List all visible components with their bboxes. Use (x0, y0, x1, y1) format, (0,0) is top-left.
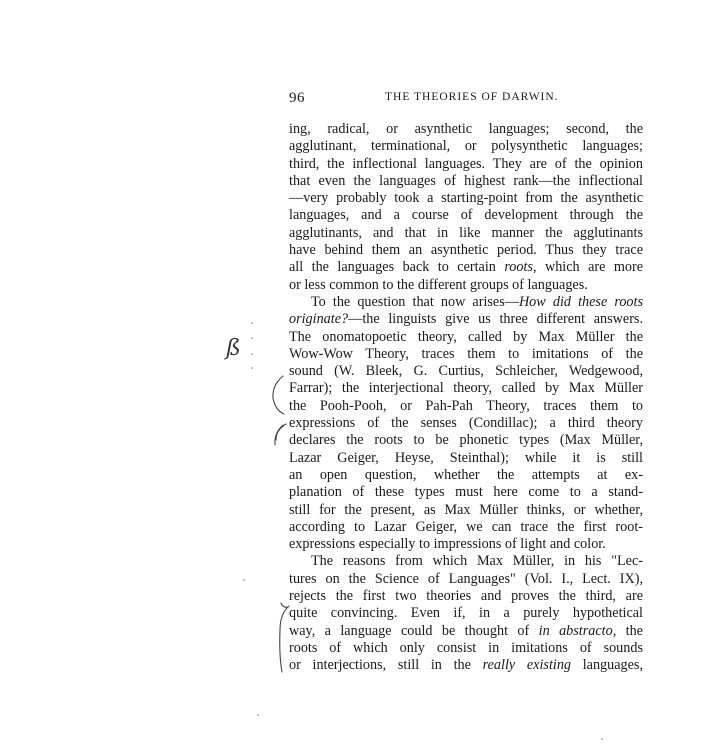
text-line: all the languages back to certain roots, which are more (289, 259, 643, 276)
text-line: expressions of the senses (Condillac); a third theory (289, 415, 643, 432)
margin-handwritten-letter: ß (226, 336, 241, 361)
text-line: have behind them an asynthetic period. Thus they trace (289, 242, 643, 259)
text-line: —very probably took a starting-point from the asynthetic (289, 190, 643, 207)
text-line: The onomatopoetic theory, called by Max Müller the (289, 328, 643, 345)
text-line: an open question, whether the attempts at ex- (289, 466, 643, 483)
text-line: according to Lazar Geiger, we can trace the first root- (289, 518, 643, 535)
text-line: Farrar); the interjectional theory, called by Max Müller (289, 380, 643, 397)
text-line: third, the inflectional languages. They are of the opinion (289, 155, 643, 172)
italic-phrase: roots, (504, 259, 537, 276)
bracket-mark-1 (273, 376, 284, 414)
bracket-mark-3 (275, 425, 283, 445)
speck (251, 353, 253, 355)
text-line: languages, and a course of development through the (289, 207, 643, 224)
text-line: agglutinants, and that in like manner the agglutinants (289, 224, 643, 241)
italic-phrase: originate? (289, 311, 349, 328)
running-title: THE THEORIES OF DARWIN. (385, 91, 559, 103)
text-line: Lazar Geiger, Heyse, Steinthal); while it is still (289, 449, 643, 466)
text-line: the Pooh-Pooh, or Pah-Pah Theory, traces them to (289, 397, 643, 414)
text-line: that even the languages of highest rank—the inflectional (289, 172, 643, 189)
speck (601, 738, 603, 740)
text-line: or less common to the different groups of languages. (289, 276, 588, 293)
text-line: still for the present, as Max Müller thinks, or whether, (289, 501, 643, 518)
page-number: 96 (289, 90, 305, 106)
speck (243, 579, 245, 581)
italic-phrase: How did these roots (518, 293, 643, 310)
text-line: rejects the first two theories and proves the third, are (289, 588, 643, 605)
text-line: or interjections, still in the really existing languages, (289, 657, 643, 674)
bracket-mark-4 (280, 606, 289, 672)
text-line: sound (W. Bleek, G. Curtius, Schleicher, Wedgewood, (289, 363, 643, 380)
speck (257, 714, 259, 716)
text-line: expressions especially to impressions of light and color. (289, 536, 606, 553)
speck (251, 322, 253, 324)
text-line: originate?—the linguists give us three different answers. (289, 311, 643, 328)
text-line: tures on the Science of Languages" (Vol. I., Lect. IX), (289, 570, 643, 587)
speck (251, 367, 253, 369)
speck (251, 337, 253, 339)
text-line: To the question that now arises—How did these roots (311, 293, 643, 310)
text-line: declares the roots to be phonetic types (Max Müller, (289, 432, 643, 449)
text-line: Wow-Wow Theory, traces them to imitations of the (289, 345, 643, 362)
italic-phrase: in abstracto, (538, 622, 617, 639)
text-line: way, a language could be thought of in abstracto, the (289, 622, 643, 639)
italic-phrase: really existing (482, 657, 572, 674)
text-line: planation of these types must here come to a stand- (289, 484, 643, 501)
text-line: agglutinant, terminational, or polysynthetic languages; (289, 138, 643, 155)
text-line: The reasons from which Max Müller, in his "Lec- (311, 553, 643, 570)
bracket-mark-5 (281, 603, 287, 607)
text-line: ing, radical, or asynthetic languages; second, the (289, 121, 643, 137)
text-line: roots of which only consist in imitations of sounds (289, 639, 643, 656)
text-line: quite convincing. Even if, in a purely hypothetical (289, 605, 643, 622)
